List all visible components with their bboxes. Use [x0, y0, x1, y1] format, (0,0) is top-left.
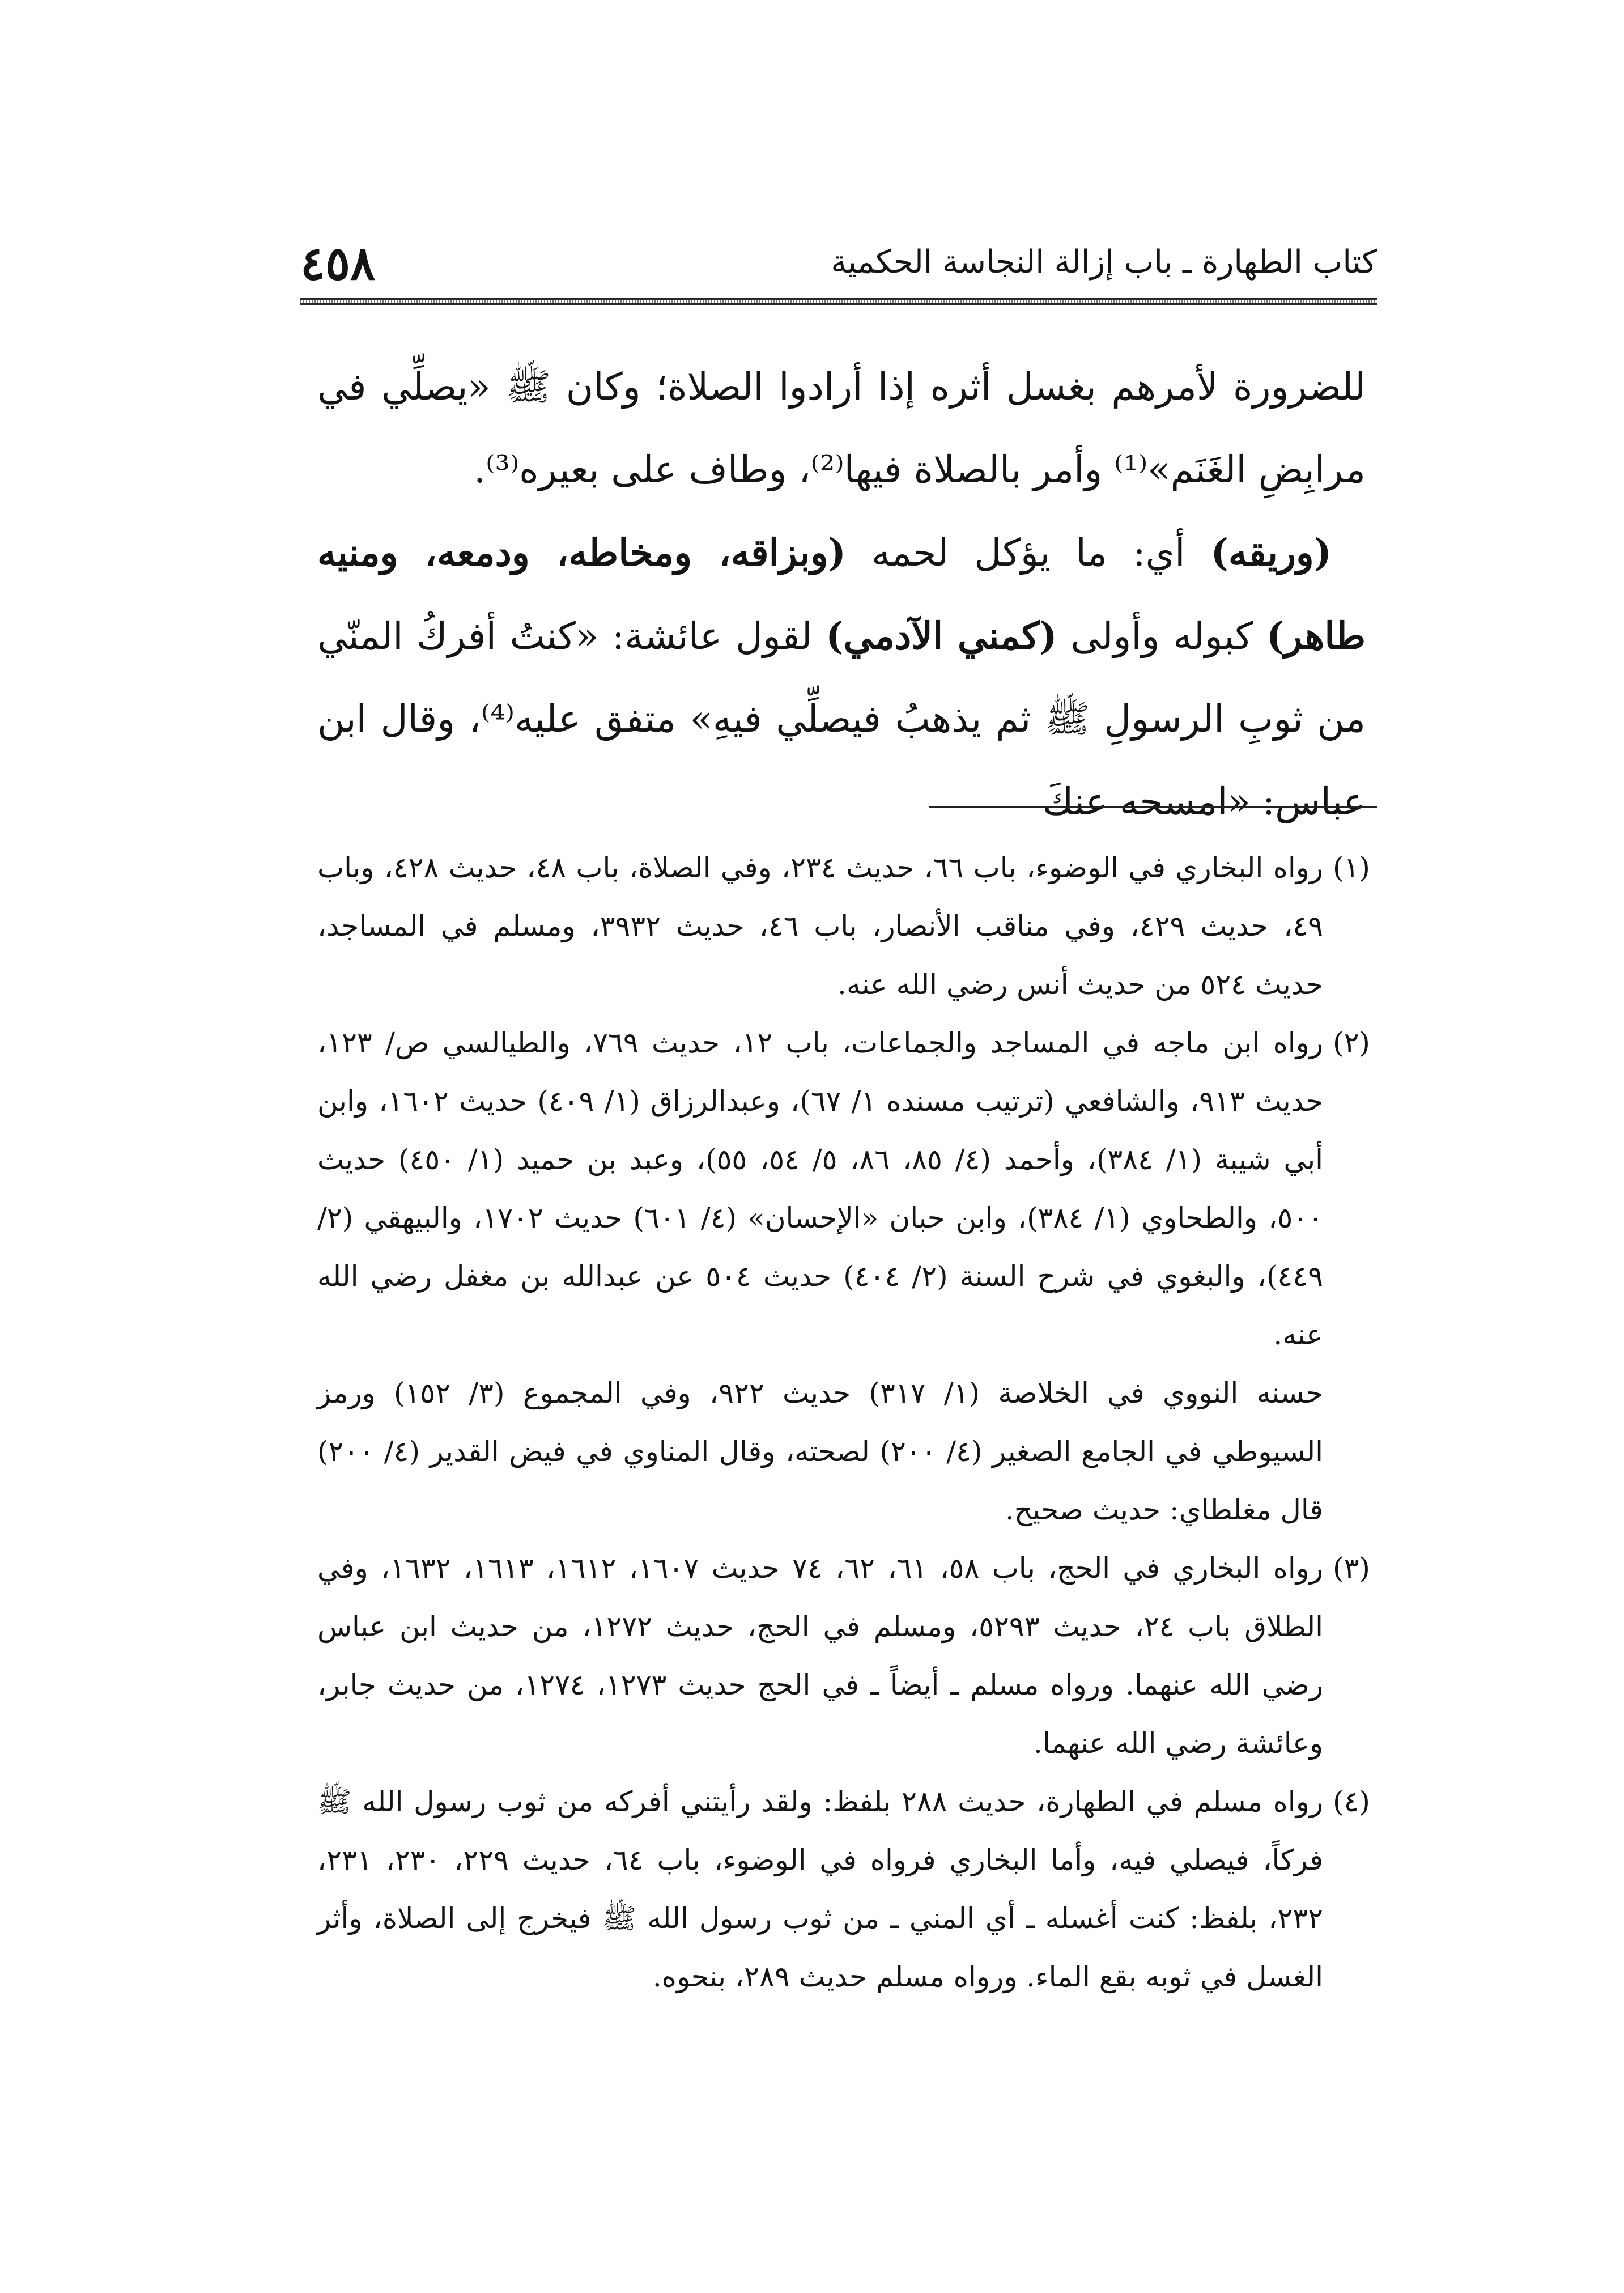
- footnote-3: [317, 1539, 1380, 1773]
- footnote-text-paragraph: رواه البخاري في الوضوء، باب ٦٦، حديث ٢٣٤، وفي الصلاة، باب ٤٨، حديث ٤٢٨، وباب ٤٩، حديث ٤٢٩، وفي مناقب الأنصار، باب ٤٦، حديث ٣٩٣٢، ومسلم في المساجد، حديث ٥٢٤ من حديث أنس رضي الله عنه.: [317, 851, 1324, 1001]
- footnote-number: (٢): [1333, 1026, 1370, 1059]
- footnote-number: (٣): [1333, 1552, 1370, 1585]
- footnote-text: [317, 1773, 1323, 2006]
- footnote-text: [317, 839, 1323, 1014]
- footnote-text: [317, 1014, 1323, 1539]
- footnote-text-paragraph: رواه ابن ماجه في المساجد والجماعات، باب ١٢، حديث ٧٦٩، والطيالسي ص/ ١٢٣، حديث ٩١٣، والشافعي (ترتيب مسنده ١/ ٦٧)، وعبدالرزاق (١/ ٤٠٩) حديث ١٦٠٢، وابن أبي شيبة (١/ ٣٨٤)، وأحمد (٤/ ٨٥، ٨٦، ٥/ ٥٤، ٥٥)، وعبد بن حميد (١/ ٤٥٠) حديث ٥٠٠، والطحاوي (١/ ٣٨٤)، وابن حبان «الإحسان» (٤/ ٦٠١) حديث ١٧٠٢، والبيهقي (٢/ ٤٤٩)، والبغوي في شرح السنة (٢/ ٤٠٤) حديث ٥٠٤ عن عبدالله بن مغفل رضي الله عنه.: [317, 1026, 1324, 1351]
- running-title: كتاب الطهارة ـ باب إزالة النجاسة الحكمية: [831, 244, 1377, 281]
- footnote-divider: [929, 806, 1377, 808]
- evidence-text: لقول عائشة: «كنتُ أفركُ المنّي من ثوبِ الرسولِ ﷺ ثم يذهبُ فيصلِّي فيهِ» متفق عليه⁽⁴⁾، وقال ابن عباس: «امسحه عنكَ: [317, 614, 1366, 823]
- main-text: [317, 346, 1366, 843]
- footnote-number: (٤): [1333, 1785, 1370, 1818]
- term-spittle: (وريقه): [1210, 530, 1332, 575]
- footnote-text-paragraph: رواه مسلم في الطهارة، حديث ٢٨٨ بلفظ: ولقد رأيتني أفركه من ثوب رسول الله ﷺ فركاً، فيصلي فيه، وأما البخاري فرواه في الوضوء، باب ٦٤، حديث ٢٢٩، ٢٣٠، ٢٣١، ٢٣٢، بلفظ: كنت أغسله ـ أي المني ـ من ثوب رسول الله ﷺ فيخرج إلى الصلاة، وأثر الغسل في ثوبه بقع الماء. ورواه مسلم حديث ٢٨٩، بنحوه.: [317, 1785, 1324, 1993]
- footnote-text: [317, 1539, 1323, 1773]
- footnote-text-paragraph: حسنه النووي في الخلاصة (١/ ٣١٧) حديث ٩٢٢، وفي المجموع (٣/ ١٥٢) ورمز السيوطي في الجامع الصغير (٤/ ٢٠٠) لصحته، وقال المناوي في فيض القدير (٤/ ٢٠٠) قال مغلطاي: حديث صحيح.: [317, 1377, 1323, 1526]
- footnote-4: [317, 1773, 1380, 2006]
- main-paragraph-1: للضرورة لأمرهم بغسل أثره إذا أرادوا الصلاة؛ وكان ﷺ «يصلِّي في مرابِضِ الغَنَم»⁽¹⁾ وأمر بالصلاة فيها⁽²⁾، وطاف على بعيره⁽³⁾.: [317, 365, 1366, 491]
- footnotes: [317, 839, 1380, 2006]
- footnote-2: [317, 1014, 1380, 1539]
- header-rule: [300, 298, 1377, 305]
- term-list: (وبزاقه، ومخاطه، ودمعه، ومنيه طاهر): [317, 530, 1366, 658]
- running-header: [300, 235, 1377, 298]
- footnote-text-paragraph: رواه البخاري في الحج، باب ٥٨، ٦١، ٦٢، ٧٤ حديث ١٦٠٧، ١٦١٢، ١٦١٣، ١٦٣٢، وفي الطلاق باب ٢٤، حديث ٥٢٩٣، ومسلم في الحج، حديث ١٢٧٢، من حديث ابن عباس رضي الله عنهما. ورواه مسلم ـ أيضاً ـ في الحج حديث ١٢٧٣، ١٢٧٤، من حديث جابر، وعائشة رضي الله عنهما.: [317, 1552, 1324, 1760]
- main-paragraph-2: [317, 511, 1366, 843]
- term-human-semen: (كمني الآدمي): [826, 614, 1057, 658]
- explanation-text: أي: ما يؤكل لحمه: [845, 531, 1211, 575]
- comparison-text: كبوله وأولى: [1057, 614, 1266, 658]
- page-number: ٤٥٨: [300, 236, 376, 291]
- footnote-number: (١): [1333, 851, 1370, 884]
- footnote-1: [317, 839, 1380, 1014]
